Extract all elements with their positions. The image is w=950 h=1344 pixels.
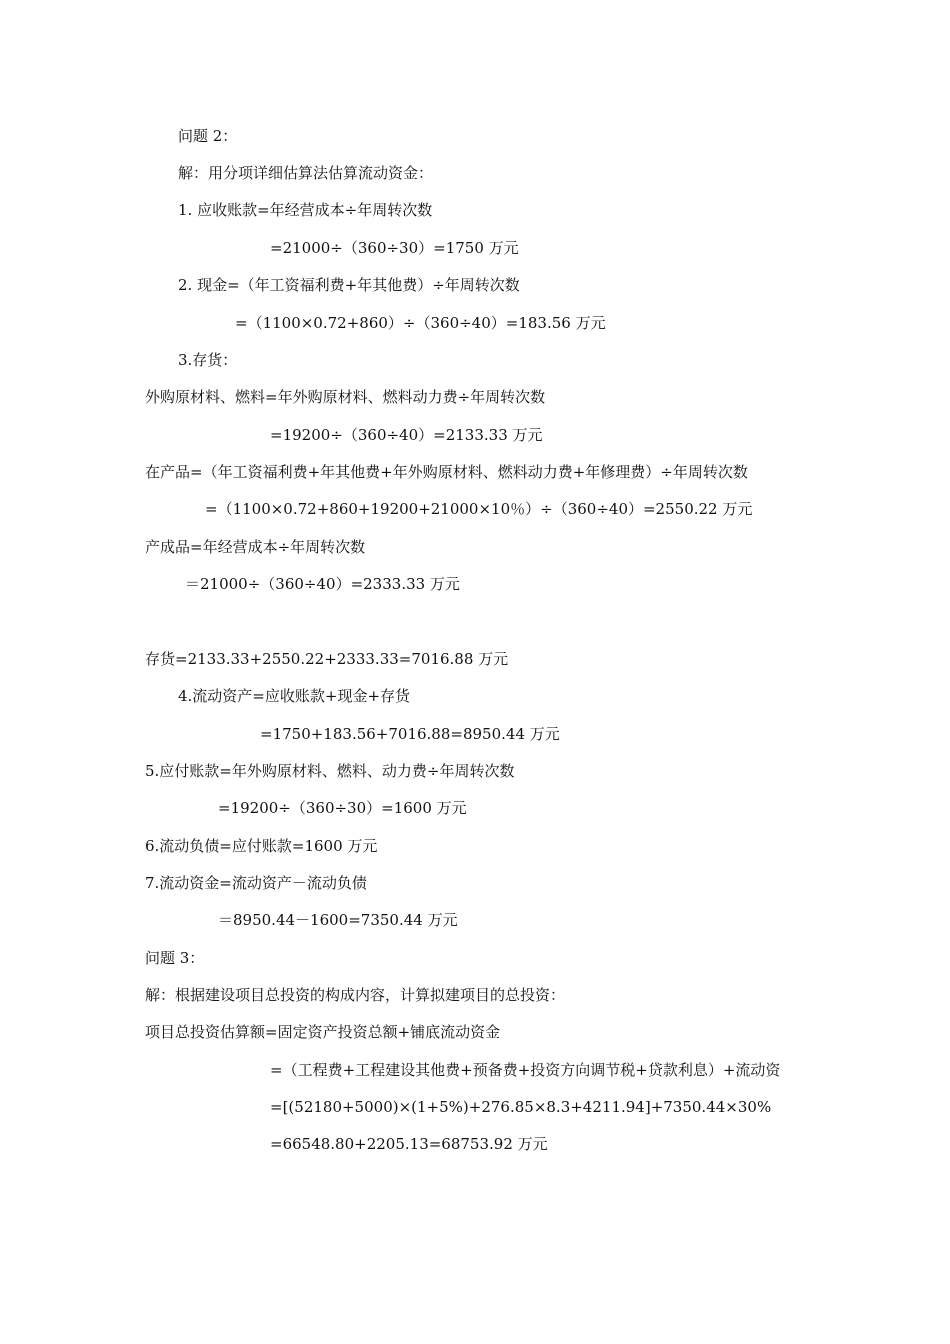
current-assets-formula: 4.流动资产=应收账款+现金+存货 bbox=[178, 687, 411, 705]
total-investment-formula: 项目总投资估算额=固定资产投资总额+铺底流动资金 bbox=[145, 1023, 501, 1041]
work-in-progress-formula: 在产品=（年工资福利费+年其他费+年外购原材料、燃料动力费+年修理费）÷年周转次数 bbox=[145, 463, 748, 481]
heading-question-2: 问题 2： bbox=[178, 127, 238, 145]
total-investment-expansion: =（工程费+工程建设其他费+预备费+投资方向调节税+贷款利息）+流动资 bbox=[270, 1061, 781, 1079]
heading-question-3: 问题 3： bbox=[145, 949, 205, 967]
solution-intro: 解：用分项详细估算法估算流动资金： bbox=[178, 164, 434, 182]
payables-result: =19200÷（360÷30）=1600 万元 bbox=[218, 799, 467, 817]
working-capital-result: ＝8950.44－1600=7350.44 万元 bbox=[218, 911, 458, 929]
total-investment-result: =66548.80+2205.13=68753.92 万元 bbox=[270, 1135, 548, 1153]
working-capital-formula: 7.流动资金=流动资产－流动负债 bbox=[145, 874, 367, 892]
finished-goods-result: ＝21000÷（360÷40）=2333.33 万元 bbox=[185, 575, 460, 593]
work-in-progress-result: =（1100×0.72+860+19200+21000×10％）÷（360÷40）=2550.22 万元 bbox=[205, 500, 753, 518]
payables-formula: 5.应付账款=年外购原材料、燃料、动力费÷年周转次数 bbox=[145, 762, 515, 780]
purchased-materials-formula: 外购原材料、燃料=年外购原材料、燃料动力费÷年周转次数 bbox=[145, 388, 546, 406]
question-3-intro: 解：根据建设项目总投资的构成内容，计算拟建项目的总投资： bbox=[145, 986, 566, 1004]
finished-goods-formula: 产成品=年经营成本÷年周转次数 bbox=[145, 538, 366, 556]
cash-formula: 2. 现金=（年工资福利费+年其他费）÷年周转次数 bbox=[178, 276, 520, 294]
receivables-result: =21000÷（360÷30）=1750 万元 bbox=[270, 239, 519, 257]
current-assets-result: =1750+183.56+7016.88=8950.44 万元 bbox=[260, 725, 560, 743]
inventory-total: 存货=2133.33+2550.22+2333.33=7016.88 万元 bbox=[145, 650, 509, 668]
cash-result: =（1100×0.72+860）÷（360÷40）=183.56 万元 bbox=[235, 314, 606, 332]
purchased-materials-result: =19200÷（360÷40）=2133.33 万元 bbox=[270, 426, 543, 444]
current-liabilities: 6.流动负债=应付账款=1600 万元 bbox=[145, 837, 378, 855]
total-investment-calculation: =[(52180+5000)×(1+5%)+276.85×8.3+4211.94]+7350.44×30% bbox=[270, 1098, 772, 1116]
inventory-heading: 3.存货： bbox=[178, 351, 238, 369]
receivables-formula: 1. 应收账款=年经营成本÷年周转次数 bbox=[178, 201, 433, 219]
